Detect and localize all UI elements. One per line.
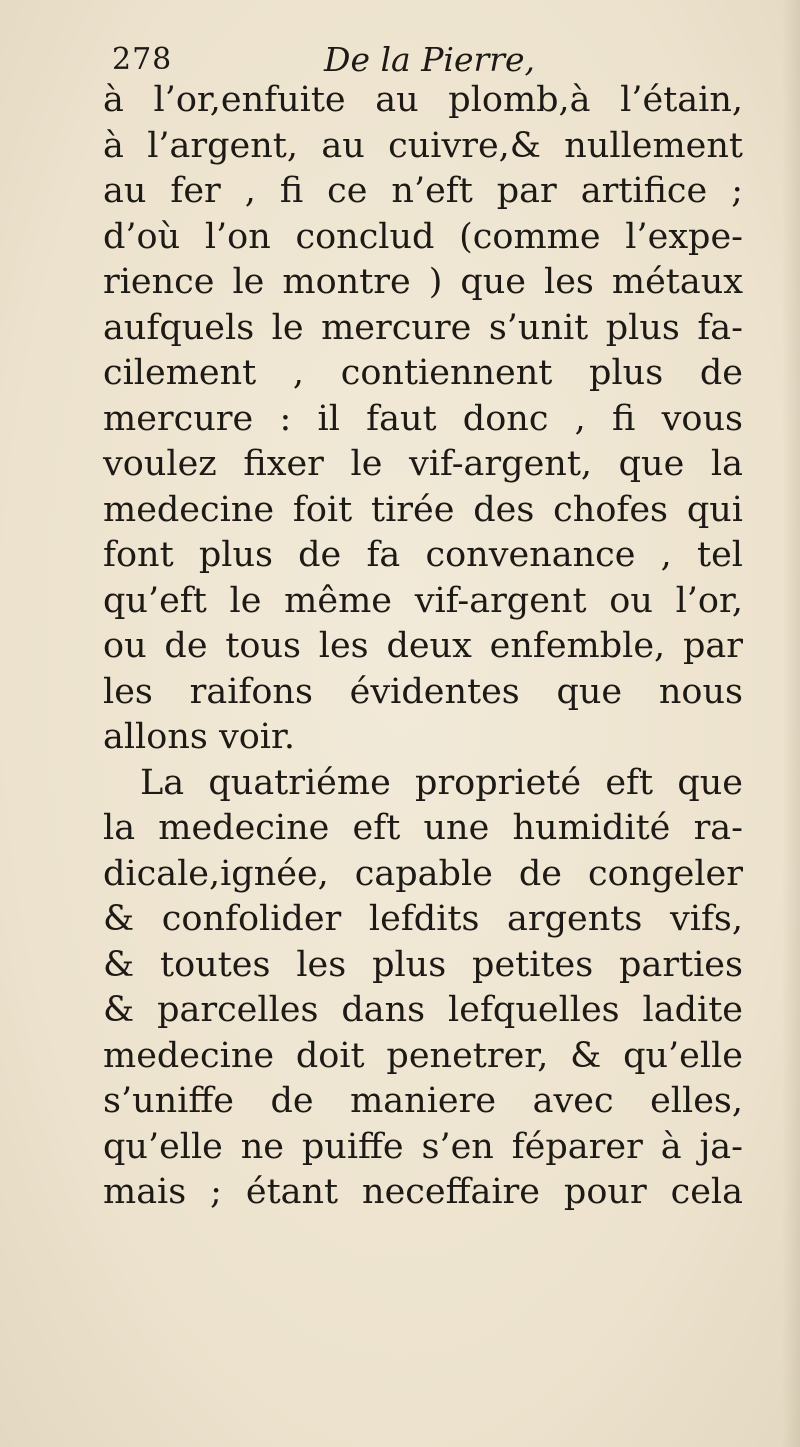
- text-line: aufquels le mercure s’unit plus fa-: [103, 307, 743, 348]
- text-line: à l’argent, au cuivre,& nullement: [103, 125, 743, 166]
- text-line: qu’elle ne puiffe s’en féparer à ja-: [103, 1126, 743, 1167]
- text-line: cilement , contiennent plus de: [103, 353, 743, 393]
- text-line: voulez fixer le vif-argent, que la: [103, 444, 743, 484]
- text-line: ou de tous les deux enfemble, par: [103, 626, 743, 666]
- page-edge-shadow: [782, 0, 800, 1447]
- text-line: rience le montre ) que les métaux: [103, 262, 743, 302]
- paragraph-1: [103, 78, 743, 761]
- running-title: De la Pierre,: [324, 40, 536, 79]
- text-line: font plus de fa convenance , tel: [103, 535, 743, 575]
- paragraph-2: [103, 761, 743, 1216]
- text-line: & confolider lefdits argents vifs,: [103, 899, 743, 939]
- text-line: medecine doit penetrer, & qu’elle: [103, 1035, 743, 1076]
- text-line: au fer , fi ce n’eft par artifice ;: [103, 171, 743, 211]
- text-line: la medecine eft une humidité ra-: [103, 808, 743, 848]
- text-line: medecine foit tirée des chofes qui: [103, 489, 743, 530]
- page-number: 278: [112, 42, 173, 77]
- text-line: & parcelles dans lefquelles ladite: [103, 990, 743, 1030]
- text-line: La quatriéme proprieté eft que: [140, 762, 743, 803]
- text-line: & toutes les plus petites parties: [103, 944, 743, 985]
- text-line: mercure : il faut donc , fi vous: [103, 398, 743, 439]
- text-line: d’où l’on conclud (comme l’expe-: [103, 216, 743, 257]
- text-line: s’uniffe de maniere avec elles,: [103, 1081, 743, 1121]
- text-line: à l’or,enfuite au plomb,à l’étain,: [103, 80, 743, 120]
- text-line: qu’eft le même vif-argent ou l’or,: [103, 580, 743, 621]
- body-text: [103, 78, 743, 1216]
- text-line: les raifons évidentes que nous: [103, 671, 743, 712]
- text-line: allons voir.: [103, 717, 296, 757]
- text-line: dicale,ignée, capable de congeler: [103, 853, 743, 894]
- text-line: mais ; étant neceffaire pour cela: [103, 1172, 743, 1212]
